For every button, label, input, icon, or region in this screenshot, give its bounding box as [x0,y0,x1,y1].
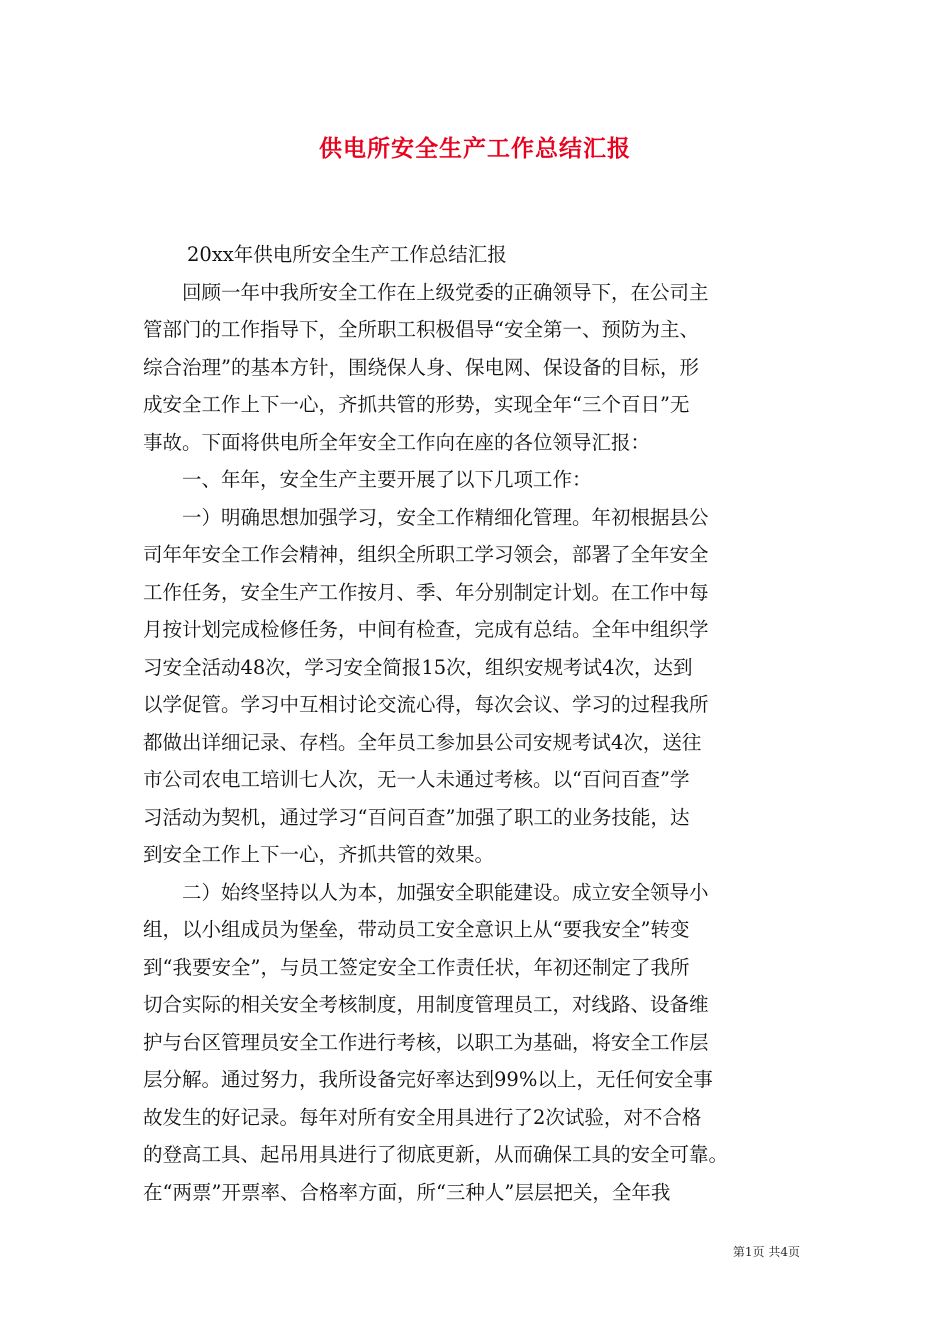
document-body [143,236,818,1211]
text-line: 习活动为契机，通过学习“百问百查”加强了职工的业务技能，达 [143,805,690,829]
text-line: 以学促管。学习中互相讨论交流心得，每次会议、学习的过程我所 [143,693,709,716]
text-line: 组，以小组成员为堡垒，带动员工安全意识上从“要我安全”转变 [143,918,690,941]
text-line: 综合治理”的基本方针，围绕保人身、保电网、保设备的目标，形 [143,355,699,379]
text-line: 在“两票”开票率、合格率方面，所“三种人”层层把关，全年我 [143,1180,671,1204]
text-line: 月按计划完成检修任务，中间有检查，完成有总结。全年中组织学 [143,618,709,641]
text-line: 到安全工作上下一心，齐抓共管的效果。 [143,843,495,866]
text-line: 管部门的工作指导下，全所职工积极倡导“安全第一、预防为主、 [143,318,699,341]
text-line: 一）明确思想加强学习，安全工作精细化管理。年初根据县公 [143,505,709,529]
text-line: 二）始终坚持以人为本，加强安全职能建设。成立安全领导小 [143,880,709,904]
document-title: 供电所安全生产工作总结汇报 [319,135,631,162]
text-line: 的登高工具、起吊用具进行了彻底更新，从而确保工具的安全可靠。 [143,1143,729,1166]
text-line: 回顾一年中我所安全工作在上级党委的正确领导下，在公司主 [143,280,709,304]
text-line: 一、年年，安全生产主要开展了以下几项工作： [143,468,592,491]
text-line: 市公司农电工培训七人次，无一人未通过考核。以“百问百查”学 [143,768,690,791]
text-line: 层分解。通过努力，我所设备完好率达到99%以上，无任何安全事 [143,1068,713,1091]
document-subtitle: 20xx年供电所安全生产工作总结汇报 [187,243,507,266]
page-number: 第1页 共4页 [732,1245,800,1259]
text-line: 护与台区管理员安全工作进行考核，以职工为基础，将安全工作层 [143,1030,709,1054]
text-line: 切合实际的相关安全考核制度，用制度管理员工，对线路、设备维 [143,993,709,1016]
text-line: 都做出详细记录、存档。全年员工参加县公司安规考试4次，送往 [143,730,702,754]
text-line: 工作任务，安全生产工作按月、季、年分别制定计划。在工作中每 [143,580,709,604]
text-line: 司年年安全工作会精神，组织全所职工学习领会，部署了全年安全 [143,543,709,566]
paragraph-lines [143,274,818,1212]
text-line: 事故。下面将供电所全年安全工作向在座的各位领导汇报： [143,430,651,454]
text-line: 到“我要安全”，与员工签定安全工作责任状，年初还制定了我所 [143,955,690,979]
text-line: 习安全活动48次，学习安全简报15次，组织安规考试4次，达到 [143,655,693,679]
text-line: 成安全工作上下一心，齐抓共管的形势，实现全年“三个百日”无 [143,393,690,416]
text-line: 故发生的好记录。每年对所有安全用具进行了2次试验，对不合格 [143,1105,702,1129]
